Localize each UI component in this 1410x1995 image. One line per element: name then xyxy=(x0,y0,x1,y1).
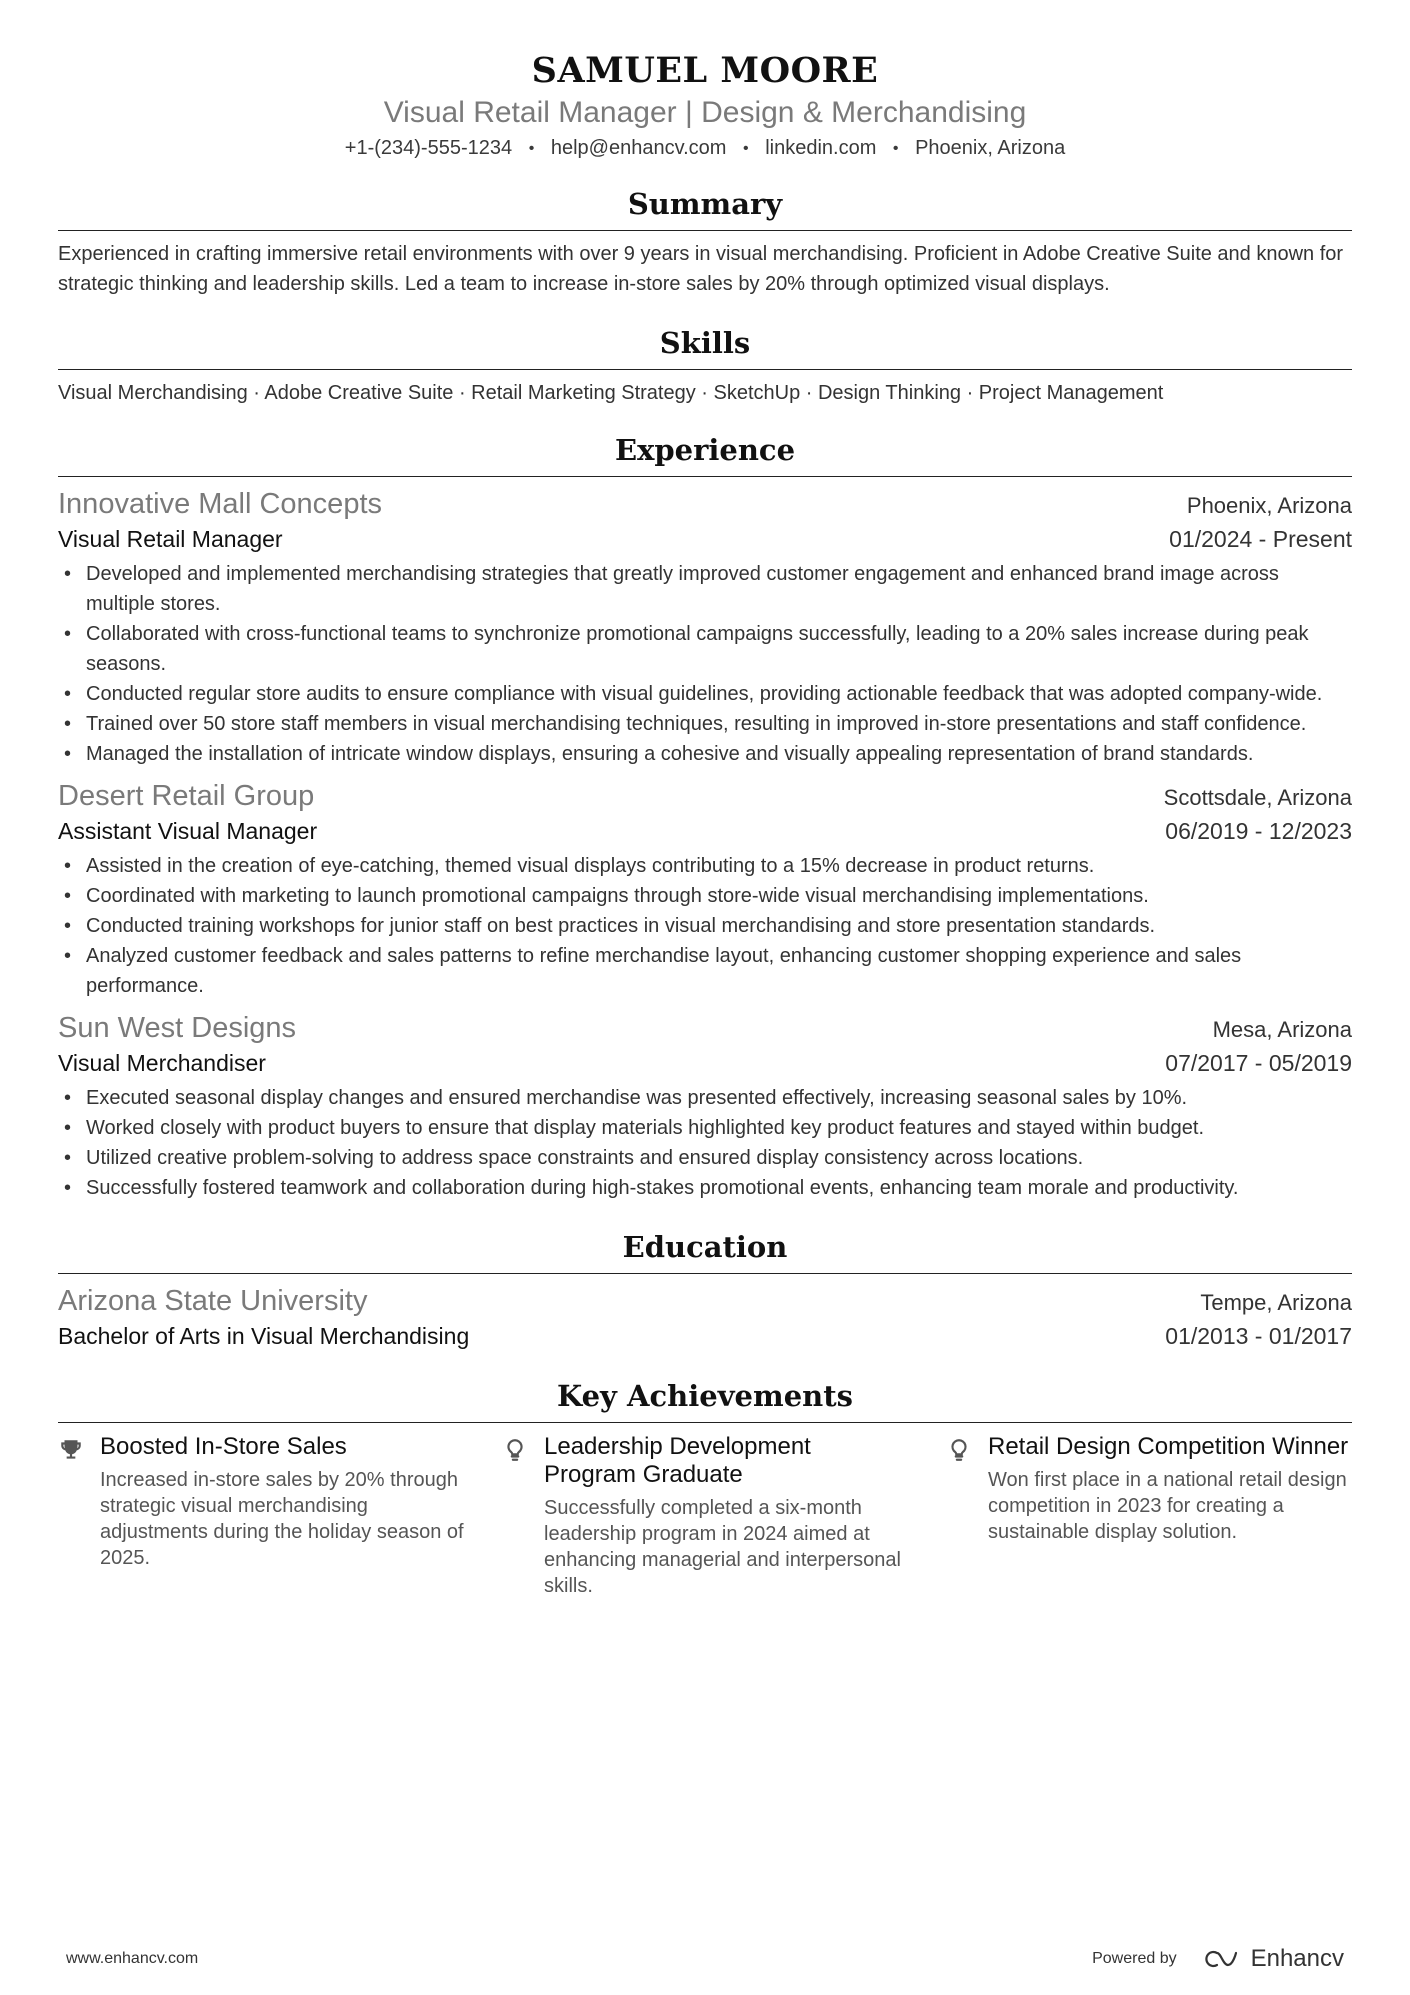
school-location: Tempe, Arizona xyxy=(1200,1290,1352,1315)
section-title-experience: Experience xyxy=(58,432,1352,477)
trophy-icon xyxy=(58,1433,88,1599)
skills-section xyxy=(58,325,1352,408)
section-title-education: Education xyxy=(58,1229,1352,1274)
section-title-summary: Summary xyxy=(58,186,1352,231)
achievement-item xyxy=(946,1433,1352,1599)
job-dates: 07/2017 - 05/2019 xyxy=(1165,1050,1352,1076)
lightbulb-icon xyxy=(502,1433,532,1599)
powered-by xyxy=(1092,1945,1344,1973)
job-bullets xyxy=(58,1083,1352,1203)
bullet-item: • Worked closely with product buyers to ensure that display materials highlighted key product features and stayed within budget. xyxy=(58,1113,1352,1143)
company-name: Sun West Designs xyxy=(58,1012,297,1044)
contact-line xyxy=(58,134,1352,164)
resume-header xyxy=(58,0,1352,164)
job-header-row xyxy=(58,777,1352,815)
achievement-description: Successfully completed a six-month leadership program in 2024 aimed at enhancing managerial and interpersonal skills. xyxy=(544,1497,901,1597)
job-role-row xyxy=(58,523,1352,555)
section-title-achievements: Key Achievements xyxy=(58,1378,1352,1423)
powered-by-label: Powered by xyxy=(1092,1950,1177,1967)
skills-list: Visual Merchandising · Adobe Creative Suite · Retail Marketing Strategy · SketchUp · Design Thinking · Project Management xyxy=(58,382,1164,404)
separator-dot: • xyxy=(892,140,899,157)
summary-text: Experienced in crafting immersive retail environments with over 9 years in visual merchandising. Proficient in Adobe Creative Suite and known for strategic thinking and leadership skills. Led a team to increase in-store sales by 20% through optimized visual displays. xyxy=(58,243,1344,295)
achievement-description: Won first place in a national retail design competition in 2023 for creating a sustainable display solution. xyxy=(988,1469,1347,1543)
achievement-description: Increased in-store sales by 20% through strategic visual merchandising adjustments during the holiday season of 2025. xyxy=(100,1469,464,1569)
location: Phoenix, Arizona xyxy=(915,137,1066,159)
summary-section xyxy=(58,186,1352,299)
job-location: Mesa, Arizona xyxy=(1212,1017,1352,1042)
lightbulb-icon xyxy=(946,1433,976,1599)
job-entry xyxy=(58,777,1352,1001)
achievements-section xyxy=(58,1378,1352,1599)
enhancv-logo-icon xyxy=(1203,1948,1243,1970)
job-header-row xyxy=(58,485,1352,523)
job-role: Visual Retail Manager xyxy=(58,526,283,552)
bullet-item: • Developed and implemented merchandising strategies that greatly improved customer engagement and enhanced brand image across multiple stores. xyxy=(58,559,1352,619)
bullet-item: • Conducted regular store audits to ensure compliance with visual guidelines, providing actionable feedback that was adopted company-wide. xyxy=(58,679,1352,709)
achievement-title: Leadership Development Program Graduate xyxy=(544,1433,811,1488)
page-footer xyxy=(66,1945,1344,1973)
school-name: Arizona State University xyxy=(58,1285,368,1317)
brand-name: Enhancv xyxy=(1250,1945,1344,1972)
degree: Bachelor of Arts in Visual Merchandising xyxy=(58,1323,470,1349)
achievement-item xyxy=(502,1433,908,1599)
bullet-item: • Managed the installation of intricate window displays, ensuring a cohesive and visually appealing representation of brand standards. xyxy=(58,739,1352,769)
job-role-row xyxy=(58,1047,1352,1079)
job-header-row xyxy=(58,1009,1352,1047)
experience-section xyxy=(58,432,1352,1203)
email[interactable]: help@enhancv.com xyxy=(550,137,727,159)
bullet-item: • Collaborated with cross-functional teams to synchronize promotional campaigns successfully, leading to a 20% sales increase during peak seasons. xyxy=(58,619,1352,679)
job-role: Visual Merchandiser xyxy=(58,1050,266,1076)
job-location: Phoenix, Arizona xyxy=(1186,493,1352,518)
footer-website-link[interactable]: www.enhancv.com xyxy=(66,1950,199,1967)
achievement-title: Boosted In-Store Sales xyxy=(100,1433,347,1460)
company-name: Innovative Mall Concepts xyxy=(58,488,382,520)
job-entry xyxy=(58,1009,1352,1203)
candidate-name: SAMUEL MOORE xyxy=(531,50,879,91)
achievement-title: Retail Design Competition Winner xyxy=(988,1433,1349,1460)
job-bullets xyxy=(58,851,1352,1001)
bullet-item: • Utilized creative problem-solving to address space constraints and ensured display consistency across locations. xyxy=(58,1143,1352,1173)
education-header-row xyxy=(58,1282,1352,1320)
bullet-item: • Assisted in the creation of eye-catching, themed visual displays contributing to a 15% decrease in product returns. xyxy=(58,851,1352,881)
job-dates: 01/2024 - Present xyxy=(1169,526,1352,552)
section-title-skills: Skills xyxy=(58,325,1352,370)
bullet-item: • Successfully fostered teamwork and collaboration during high-stakes promotional events, enhancing team morale and productivity. xyxy=(58,1173,1352,1203)
candidate-title: Visual Retail Manager | Design & Merchandising xyxy=(383,96,1027,129)
education-entry xyxy=(58,1282,1352,1352)
separator-dot: • xyxy=(743,140,749,157)
brand-logo[interactable] xyxy=(1203,1945,1344,1973)
job-role-row xyxy=(58,815,1352,847)
bullet-item: • Conducted training workshops for junior staff on best practices in visual merchandising and store presentation standards. xyxy=(58,911,1352,941)
bullet-item: • Coordinated with marketing to launch promotional campaigns through store-wide visual merchandising implementations. xyxy=(58,881,1352,911)
bullet-item: • Trained over 50 store staff members in visual merchandising techniques, resulting in improved in-store presentations and staff confidence. xyxy=(58,709,1352,739)
bullet-item: • Analyzed customer feedback and sales patterns to refine merchandise layout, enhancing customer shopping experience and sales performance. xyxy=(58,941,1352,1001)
achievements-grid xyxy=(58,1433,1352,1599)
education-dates: 01/2013 - 01/2017 xyxy=(1165,1323,1352,1349)
phone: +1-(234)-555-1234 xyxy=(344,137,513,159)
bullet-item: • Executed seasonal display changes and ensured merchandise was presented effectively, increasing seasonal sales by 10%. xyxy=(58,1083,1352,1113)
company-name: Desert Retail Group xyxy=(58,780,315,812)
job-entry xyxy=(58,485,1352,769)
job-dates: 06/2019 - 12/2023 xyxy=(1165,818,1352,844)
job-location: Scottsdale, Arizona xyxy=(1163,785,1352,810)
education-degree-row xyxy=(58,1320,1352,1352)
linkedin-link[interactable]: linkedin.com xyxy=(765,137,877,159)
job-role: Assistant Visual Manager xyxy=(58,818,318,844)
separator-dot: • xyxy=(528,140,535,157)
job-bullets xyxy=(58,559,1352,769)
education-section xyxy=(58,1229,1352,1352)
achievement-item xyxy=(58,1433,464,1599)
